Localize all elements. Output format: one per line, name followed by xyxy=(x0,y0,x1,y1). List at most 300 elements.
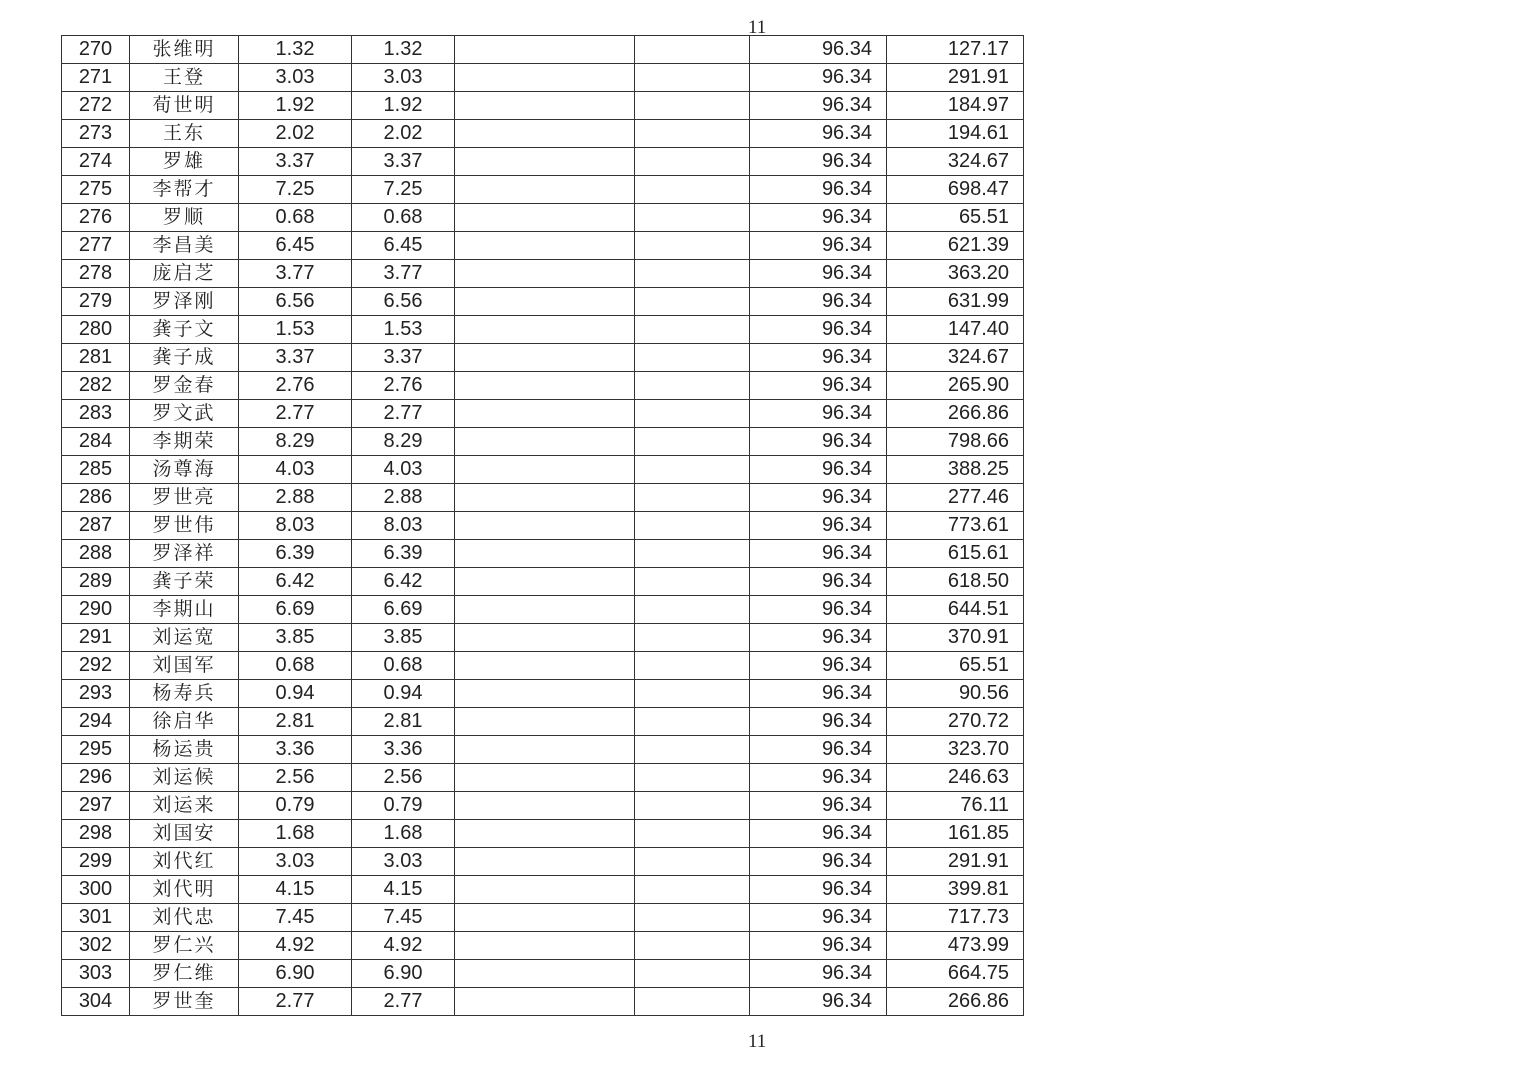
area-cell: 1.92 xyxy=(239,92,352,120)
blank-cell xyxy=(455,316,635,344)
rate-cell: 96.34 xyxy=(750,764,887,792)
amount-cell: 323.70 xyxy=(887,736,1024,764)
blank-cell xyxy=(635,36,750,64)
rate-cell: 96.34 xyxy=(750,372,887,400)
table-row xyxy=(62,36,1024,64)
name-cell: 王东 xyxy=(130,120,239,148)
area-cell: 2.77 xyxy=(239,400,352,428)
row-number-cell: 286 xyxy=(62,484,130,512)
amount-cell: 773.61 xyxy=(887,512,1024,540)
confirmed-area-cell: 3.85 xyxy=(352,624,455,652)
blank-cell xyxy=(635,288,750,316)
amount-cell: 631.99 xyxy=(887,288,1024,316)
confirmed-area-cell: 4.03 xyxy=(352,456,455,484)
blank-cell xyxy=(455,232,635,260)
name-cell: 刘运候 xyxy=(130,764,239,792)
blank-cell xyxy=(635,876,750,904)
amount-cell: 184.97 xyxy=(887,92,1024,120)
confirmed-area-cell: 0.68 xyxy=(352,652,455,680)
row-number-cell: 288 xyxy=(62,540,130,568)
blank-cell xyxy=(455,820,635,848)
name-cell: 李帮才 xyxy=(130,176,239,204)
blank-cell xyxy=(635,204,750,232)
confirmed-area-cell: 6.56 xyxy=(352,288,455,316)
table-row xyxy=(62,64,1024,92)
blank-cell xyxy=(635,596,750,624)
name-cell: 庞启芝 xyxy=(130,260,239,288)
area-cell: 2.77 xyxy=(239,988,352,1016)
blank-cell xyxy=(455,988,635,1016)
amount-cell: 798.66 xyxy=(887,428,1024,456)
confirmed-area-cell: 0.68 xyxy=(352,204,455,232)
amount-cell: 266.86 xyxy=(887,988,1024,1016)
confirmed-area-cell: 6.45 xyxy=(352,232,455,260)
name-cell: 李期山 xyxy=(130,596,239,624)
confirmed-area-cell: 2.76 xyxy=(352,372,455,400)
blank-cell xyxy=(455,876,635,904)
area-cell: 6.56 xyxy=(239,288,352,316)
ledger-table xyxy=(61,35,1024,1016)
confirmed-area-cell: 0.79 xyxy=(352,792,455,820)
row-number-cell: 291 xyxy=(62,624,130,652)
row-number-cell: 274 xyxy=(62,148,130,176)
amount-cell: 615.61 xyxy=(887,540,1024,568)
amount-cell: 324.67 xyxy=(887,148,1024,176)
area-cell: 6.90 xyxy=(239,960,352,988)
rate-cell: 96.34 xyxy=(750,148,887,176)
row-number-cell: 277 xyxy=(62,232,130,260)
confirmed-area-cell: 3.37 xyxy=(352,344,455,372)
name-cell: 刘代红 xyxy=(130,848,239,876)
table-row xyxy=(62,904,1024,932)
rate-cell: 96.34 xyxy=(750,652,887,680)
name-cell: 王登 xyxy=(130,64,239,92)
blank-cell xyxy=(635,92,750,120)
blank-cell xyxy=(455,904,635,932)
blank-cell xyxy=(455,596,635,624)
name-cell: 罗雄 xyxy=(130,148,239,176)
blank-cell xyxy=(635,344,750,372)
table-row xyxy=(62,484,1024,512)
row-number-cell: 302 xyxy=(62,932,130,960)
blank-cell xyxy=(455,372,635,400)
blank-cell xyxy=(455,708,635,736)
area-cell: 1.53 xyxy=(239,316,352,344)
name-cell: 刘运宽 xyxy=(130,624,239,652)
row-number-cell: 294 xyxy=(62,708,130,736)
table-row xyxy=(62,568,1024,596)
blank-cell xyxy=(455,848,635,876)
area-cell: 3.37 xyxy=(239,344,352,372)
amount-cell: 291.91 xyxy=(887,64,1024,92)
area-cell: 3.03 xyxy=(239,848,352,876)
row-number-cell: 284 xyxy=(62,428,130,456)
rate-cell: 96.34 xyxy=(750,400,887,428)
confirmed-area-cell: 8.29 xyxy=(352,428,455,456)
confirmed-area-cell: 3.77 xyxy=(352,260,455,288)
name-cell: 李期荣 xyxy=(130,428,239,456)
row-number-cell: 279 xyxy=(62,288,130,316)
table-row xyxy=(62,624,1024,652)
rate-cell: 96.34 xyxy=(750,792,887,820)
row-number-cell: 278 xyxy=(62,260,130,288)
blank-cell xyxy=(455,456,635,484)
blank-cell xyxy=(635,848,750,876)
blank-cell xyxy=(635,260,750,288)
rate-cell: 96.34 xyxy=(750,876,887,904)
area-cell: 2.02 xyxy=(239,120,352,148)
confirmed-area-cell: 1.68 xyxy=(352,820,455,848)
name-cell: 罗仁兴 xyxy=(130,932,239,960)
rate-cell: 96.34 xyxy=(750,92,887,120)
row-number-cell: 275 xyxy=(62,176,130,204)
blank-cell xyxy=(635,652,750,680)
blank-cell xyxy=(635,64,750,92)
area-cell: 2.76 xyxy=(239,372,352,400)
blank-cell xyxy=(635,932,750,960)
table-row xyxy=(62,764,1024,792)
blank-cell xyxy=(635,456,750,484)
area-cell: 6.69 xyxy=(239,596,352,624)
area-cell: 2.81 xyxy=(239,708,352,736)
amount-cell: 664.75 xyxy=(887,960,1024,988)
blank-cell xyxy=(455,120,635,148)
confirmed-area-cell: 4.92 xyxy=(352,932,455,960)
name-cell: 刘国军 xyxy=(130,652,239,680)
blank-cell xyxy=(455,512,635,540)
name-cell: 龚子荣 xyxy=(130,568,239,596)
blank-cell xyxy=(455,736,635,764)
blank-cell xyxy=(635,512,750,540)
blank-cell xyxy=(635,960,750,988)
amount-cell: 76.11 xyxy=(887,792,1024,820)
name-cell: 罗顺 xyxy=(130,204,239,232)
confirmed-area-cell: 2.77 xyxy=(352,400,455,428)
blank-cell xyxy=(455,540,635,568)
rate-cell: 96.34 xyxy=(750,960,887,988)
amount-cell: 388.25 xyxy=(887,456,1024,484)
blank-cell xyxy=(455,148,635,176)
blank-cell xyxy=(455,36,635,64)
blank-cell xyxy=(455,344,635,372)
name-cell: 罗泽刚 xyxy=(130,288,239,316)
blank-cell xyxy=(455,568,635,596)
name-cell: 罗世伟 xyxy=(130,512,239,540)
amount-cell: 246.63 xyxy=(887,764,1024,792)
amount-cell: 266.86 xyxy=(887,400,1024,428)
blank-cell xyxy=(455,260,635,288)
confirmed-area-cell: 2.02 xyxy=(352,120,455,148)
name-cell: 龚子成 xyxy=(130,344,239,372)
blank-cell xyxy=(455,428,635,456)
row-number-cell: 299 xyxy=(62,848,130,876)
rate-cell: 96.34 xyxy=(750,848,887,876)
rate-cell: 96.34 xyxy=(750,428,887,456)
ledger-body xyxy=(62,36,1024,1016)
row-number-cell: 293 xyxy=(62,680,130,708)
name-cell: 张维明 xyxy=(130,36,239,64)
row-number-cell: 297 xyxy=(62,792,130,820)
blank-cell xyxy=(455,288,635,316)
table-row xyxy=(62,204,1024,232)
amount-cell: 363.20 xyxy=(887,260,1024,288)
page-number-bottom: 11 xyxy=(748,1031,767,1052)
blank-cell xyxy=(455,92,635,120)
row-number-cell: 300 xyxy=(62,876,130,904)
blank-cell xyxy=(635,232,750,260)
rate-cell: 96.34 xyxy=(750,736,887,764)
name-cell: 刘代明 xyxy=(130,876,239,904)
blank-cell xyxy=(635,148,750,176)
row-number-cell: 283 xyxy=(62,400,130,428)
blank-cell xyxy=(455,64,635,92)
blank-cell xyxy=(635,988,750,1016)
blank-cell xyxy=(635,904,750,932)
name-cell: 荀世明 xyxy=(130,92,239,120)
row-number-cell: 296 xyxy=(62,764,130,792)
table-row xyxy=(62,540,1024,568)
name-cell: 罗世奎 xyxy=(130,988,239,1016)
blank-cell xyxy=(635,428,750,456)
blank-cell xyxy=(635,568,750,596)
area-cell: 7.45 xyxy=(239,904,352,932)
area-cell: 0.68 xyxy=(239,652,352,680)
row-number-cell: 270 xyxy=(62,36,130,64)
amount-cell: 277.46 xyxy=(887,484,1024,512)
row-number-cell: 272 xyxy=(62,92,130,120)
blank-cell xyxy=(635,400,750,428)
row-number-cell: 281 xyxy=(62,344,130,372)
blank-cell xyxy=(455,204,635,232)
row-number-cell: 301 xyxy=(62,904,130,932)
blank-cell xyxy=(635,680,750,708)
area-cell: 3.85 xyxy=(239,624,352,652)
table-row xyxy=(62,512,1024,540)
rate-cell: 96.34 xyxy=(750,260,887,288)
blank-cell xyxy=(455,960,635,988)
name-cell: 徐启华 xyxy=(130,708,239,736)
confirmed-area-cell: 7.25 xyxy=(352,176,455,204)
name-cell: 杨运贵 xyxy=(130,736,239,764)
row-number-cell: 282 xyxy=(62,372,130,400)
blank-cell xyxy=(455,400,635,428)
row-number-cell: 273 xyxy=(62,120,130,148)
rate-cell: 96.34 xyxy=(750,344,887,372)
table-row xyxy=(62,92,1024,120)
amount-cell: 291.91 xyxy=(887,848,1024,876)
table-row xyxy=(62,792,1024,820)
blank-cell xyxy=(635,120,750,148)
confirmed-area-cell: 3.03 xyxy=(352,848,455,876)
confirmed-area-cell: 2.81 xyxy=(352,708,455,736)
blank-cell xyxy=(455,764,635,792)
confirmed-area-cell: 1.32 xyxy=(352,36,455,64)
confirmed-area-cell: 3.37 xyxy=(352,148,455,176)
area-cell: 7.25 xyxy=(239,176,352,204)
area-cell: 4.15 xyxy=(239,876,352,904)
name-cell: 罗文武 xyxy=(130,400,239,428)
table-row xyxy=(62,736,1024,764)
confirmed-area-cell: 7.45 xyxy=(352,904,455,932)
table-row xyxy=(62,876,1024,904)
area-cell: 1.68 xyxy=(239,820,352,848)
rate-cell: 96.34 xyxy=(750,988,887,1016)
confirmed-area-cell: 3.03 xyxy=(352,64,455,92)
name-cell: 龚子文 xyxy=(130,316,239,344)
rate-cell: 96.34 xyxy=(750,596,887,624)
table-row xyxy=(62,148,1024,176)
row-number-cell: 276 xyxy=(62,204,130,232)
rate-cell: 96.34 xyxy=(750,232,887,260)
area-cell: 6.42 xyxy=(239,568,352,596)
area-cell: 0.79 xyxy=(239,792,352,820)
table-row xyxy=(62,344,1024,372)
rate-cell: 96.34 xyxy=(750,288,887,316)
name-cell: 李昌美 xyxy=(130,232,239,260)
amount-cell: 618.50 xyxy=(887,568,1024,596)
blank-cell xyxy=(635,764,750,792)
table-row xyxy=(62,820,1024,848)
confirmed-area-cell: 6.42 xyxy=(352,568,455,596)
name-cell: 刘代忠 xyxy=(130,904,239,932)
amount-cell: 90.56 xyxy=(887,680,1024,708)
table-row xyxy=(62,316,1024,344)
blank-cell xyxy=(635,484,750,512)
confirmed-area-cell: 6.39 xyxy=(352,540,455,568)
blank-cell xyxy=(455,792,635,820)
blank-cell xyxy=(635,736,750,764)
table-row xyxy=(62,456,1024,484)
confirmed-area-cell: 6.90 xyxy=(352,960,455,988)
page-number-top: 11 xyxy=(748,17,767,38)
area-cell: 3.03 xyxy=(239,64,352,92)
table-row xyxy=(62,680,1024,708)
blank-cell xyxy=(455,932,635,960)
table-row xyxy=(62,288,1024,316)
blank-cell xyxy=(635,540,750,568)
confirmed-area-cell: 1.92 xyxy=(352,92,455,120)
amount-cell: 65.51 xyxy=(887,652,1024,680)
name-cell: 罗金春 xyxy=(130,372,239,400)
confirmed-area-cell: 2.56 xyxy=(352,764,455,792)
blank-cell xyxy=(455,680,635,708)
table-row xyxy=(62,988,1024,1016)
rate-cell: 96.34 xyxy=(750,176,887,204)
blank-cell xyxy=(455,176,635,204)
amount-cell: 698.47 xyxy=(887,176,1024,204)
table-row xyxy=(62,400,1024,428)
blank-cell xyxy=(455,624,635,652)
area-cell: 2.56 xyxy=(239,764,352,792)
confirmed-area-cell: 4.15 xyxy=(352,876,455,904)
rate-cell: 96.34 xyxy=(750,568,887,596)
row-number-cell: 287 xyxy=(62,512,130,540)
name-cell: 罗泽祥 xyxy=(130,540,239,568)
blank-cell xyxy=(635,820,750,848)
amount-cell: 147.40 xyxy=(887,316,1024,344)
rate-cell: 96.34 xyxy=(750,120,887,148)
name-cell: 汤尊海 xyxy=(130,456,239,484)
row-number-cell: 285 xyxy=(62,456,130,484)
area-cell: 1.32 xyxy=(239,36,352,64)
blank-cell xyxy=(635,316,750,344)
rate-cell: 96.34 xyxy=(750,932,887,960)
amount-cell: 644.51 xyxy=(887,596,1024,624)
area-cell: 3.37 xyxy=(239,148,352,176)
row-number-cell: 289 xyxy=(62,568,130,596)
area-cell: 2.88 xyxy=(239,484,352,512)
confirmed-area-cell: 0.94 xyxy=(352,680,455,708)
table-row xyxy=(62,708,1024,736)
row-number-cell: 292 xyxy=(62,652,130,680)
name-cell: 刘国安 xyxy=(130,820,239,848)
name-cell: 刘运来 xyxy=(130,792,239,820)
area-cell: 8.03 xyxy=(239,512,352,540)
table-row xyxy=(62,232,1024,260)
name-cell: 罗仁维 xyxy=(130,960,239,988)
rate-cell: 96.34 xyxy=(750,512,887,540)
area-cell: 0.94 xyxy=(239,680,352,708)
table-row xyxy=(62,596,1024,624)
table-row xyxy=(62,932,1024,960)
name-cell: 罗世亮 xyxy=(130,484,239,512)
confirmed-area-cell: 6.69 xyxy=(352,596,455,624)
confirmed-area-cell: 1.53 xyxy=(352,316,455,344)
rate-cell: 96.34 xyxy=(750,484,887,512)
blank-cell xyxy=(635,624,750,652)
rate-cell: 96.34 xyxy=(750,904,887,932)
rate-cell: 96.34 xyxy=(750,316,887,344)
area-cell: 8.29 xyxy=(239,428,352,456)
amount-cell: 473.99 xyxy=(887,932,1024,960)
table-row xyxy=(62,848,1024,876)
amount-cell: 717.73 xyxy=(887,904,1024,932)
amount-cell: 161.85 xyxy=(887,820,1024,848)
rate-cell: 96.34 xyxy=(750,708,887,736)
amount-cell: 621.39 xyxy=(887,232,1024,260)
rate-cell: 96.34 xyxy=(750,820,887,848)
row-number-cell: 298 xyxy=(62,820,130,848)
blank-cell xyxy=(635,372,750,400)
row-number-cell: 304 xyxy=(62,988,130,1016)
area-cell: 0.68 xyxy=(239,204,352,232)
rate-cell: 96.34 xyxy=(750,456,887,484)
amount-cell: 270.72 xyxy=(887,708,1024,736)
rate-cell: 96.34 xyxy=(750,36,887,64)
row-number-cell: 295 xyxy=(62,736,130,764)
amount-cell: 399.81 xyxy=(887,876,1024,904)
blank-cell xyxy=(455,652,635,680)
area-cell: 3.36 xyxy=(239,736,352,764)
confirmed-area-cell: 3.36 xyxy=(352,736,455,764)
rate-cell: 96.34 xyxy=(750,624,887,652)
table-row xyxy=(62,372,1024,400)
amount-cell: 65.51 xyxy=(887,204,1024,232)
rate-cell: 96.34 xyxy=(750,64,887,92)
amount-cell: 127.17 xyxy=(887,36,1024,64)
amount-cell: 370.91 xyxy=(887,624,1024,652)
area-cell: 6.39 xyxy=(239,540,352,568)
area-cell: 4.92 xyxy=(239,932,352,960)
table-row xyxy=(62,176,1024,204)
amount-cell: 194.61 xyxy=(887,120,1024,148)
amount-cell: 324.67 xyxy=(887,344,1024,372)
rate-cell: 96.34 xyxy=(750,540,887,568)
confirmed-area-cell: 2.88 xyxy=(352,484,455,512)
rate-cell: 96.34 xyxy=(750,204,887,232)
confirmed-area-cell: 8.03 xyxy=(352,512,455,540)
blank-cell xyxy=(635,176,750,204)
